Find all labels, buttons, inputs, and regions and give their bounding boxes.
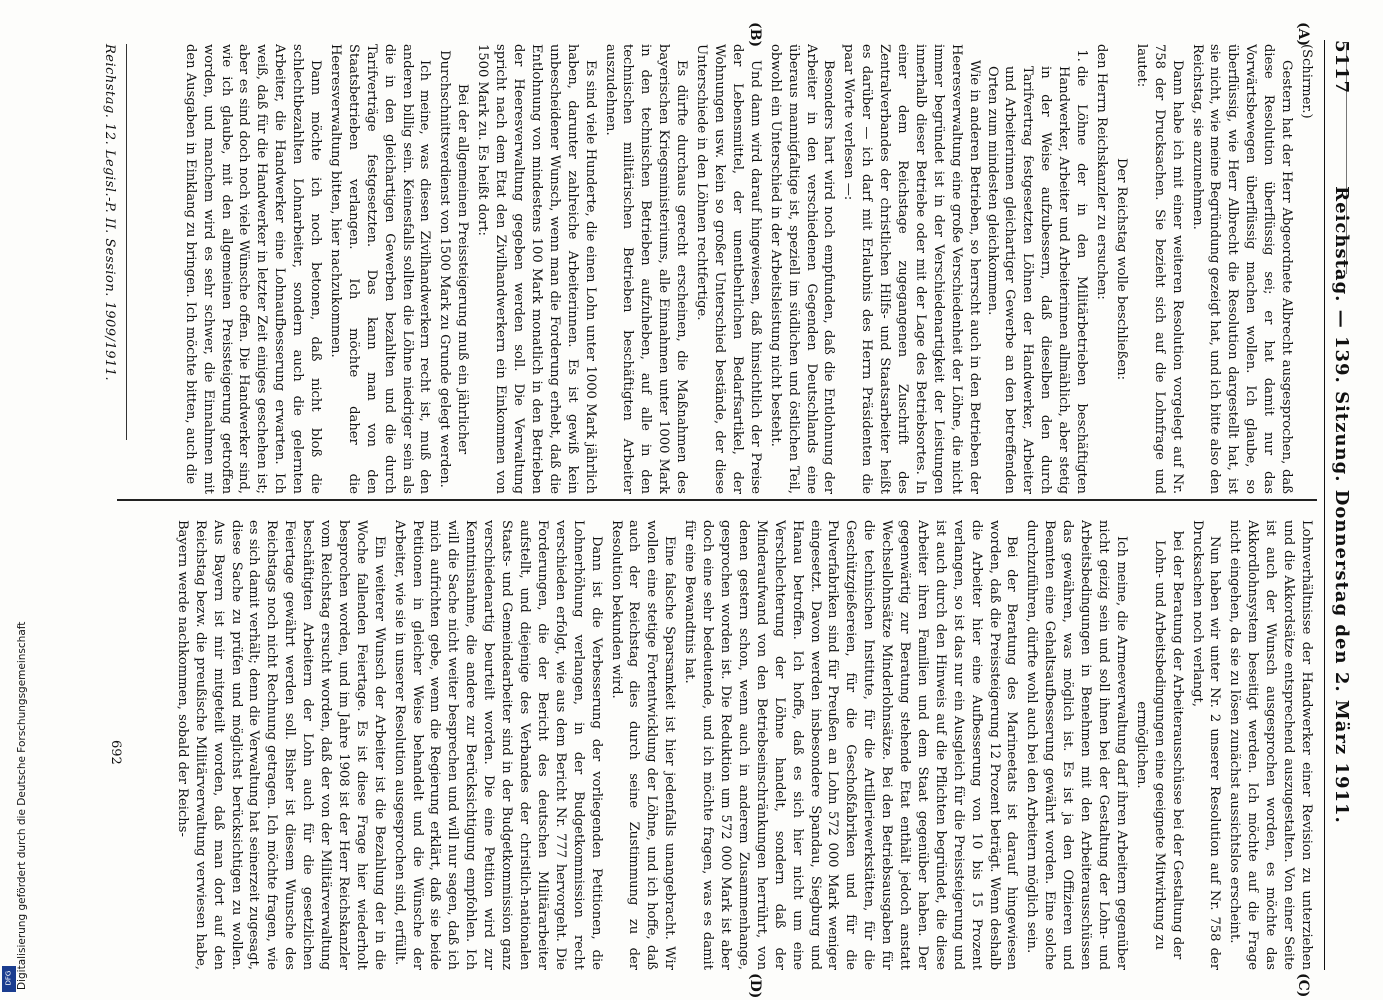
dfg-logo-icon: DFG <box>2 966 16 992</box>
paragraph: Wie in anderen Betrieben, so herrscht auch in den Betrieben der Heeresverwaltung eine große Verschiedenheit der Löhne, die nicht immer begründet ist in der Verschiedenartigkeit der Leistungen innerhalb dieser Betriebe oder mit der Lage des Betriebsortes. In einer dem Reichstage zugegangenen Zuschrift des Zentralverbandes der christlichen Hilfs- und Staatsarbeiter heißt es darüber — ich darf mit Erlaubnis des Herrn Präsidenten die paar Worte verlesen —: <box>841 44 982 494</box>
paragraph: Ein weiterer Wunsch der Arbeiter ist die Bezahlung der in die Woche fallenden Feiertage. Es ist diese Frage hier wiederholt besprochen worden, und im Jahre 1908 ist der Herr Reichskanzler vom Reichstag ersucht worden, daß der von der Militärverwaltung beschäftigten Arbeitern der Lohn auch für die gesetzlichen Feiertage gewährt werden soll. Bisher ist diesem Wunsche des Reichstags noch nicht Rechnung getragen. Ich möchte fragen, wie es sich damit verhält; denn die Verwaltung hat seinerzeit zugesagt, diese Sache zu prüfen und möglichst berücksichtigen zu wollen. Aus Bayern ist mir mitgeteilt worden, daß man dort auf den Reichstag bezw. die preußische Militärverwaltung verwiesen habe, Bayern werde nachkommen, sobald der Reichs- <box>174 520 387 970</box>
speaker-name: (Schirmer.) <box>1299 44 1314 119</box>
paragraph: Dann ist die Verbesserung der vorliegenden Petitionen, die Lohnerhöhung verlangen, in der Budgetkommission recht verschieden erfolgt, wie aus dem Bericht Nr. 777 hervorgeht. Die Forderungen, die der Bericht des deutschen Militärarbeiter aufstellt, und diejenige des Verbandes der christlich-nationalen Staats- und Gemeindearbeiter sind in der Budgetkommission ganz verschiedenartig beurteilt worden. Die eine Petition wird zur Kenntnisnahme, die andere zur Berücksichtigung empfohlen. Ich will die Sache nicht weiter besprechen und will nur sagen, daß ich mich aufrichten gebe, wenn die Regierung erklärt, daß sie beide Petitionen in gleicher Weise behandelt und die Wünsche der Arbeiter, wie sie in unserer Resolution ausgesprochen sind, erfüllt. <box>391 520 604 970</box>
quote-paragraph: Besonders hart wird noch empfunden, daß die Entlohnung der Arbeiter in den verschiedenen Gegenden Deutschlands eine überaus mannigfaltige ist, speziell im südlichen und östlichen Teil, obwohl ein Unterschied in der Arbeitsleistung nicht besteht. <box>767 44 837 494</box>
credit-text: Digitalisierung gefördert durch die Deutsche Forschungsgemeinschaft <box>16 621 28 990</box>
quote-paragraph: Es dürfte durchaus gerecht erscheinen, die Maßnahmen des bayerischen Kriegsministeriums, alle Einnahmen unter 1000 Mark in den technischen Betrieben aufzuheben, auf alle in den technischen militärischen Betrieben beschäftigten Arbeiter auszudehnen. <box>602 44 690 494</box>
paragraph: Lohnverhältnisse der Handwerker einer Revision zu unterziehen und die Akkordsätze entsprechend auszugestalten. Von einer Seite ist auch der Wunsch ausgesprochen worden, es möchte das Akkordlohnsystem beseitigt werden. Ich möchte auf die Frage nicht eingehen, da sie zu lösen zunächst aussichtslos erscheint. <box>1227 520 1314 970</box>
paragraph: Dann möchte ich noch betonen, daß nicht bloß die schlechtbezahlten Lohnarbeiter, sondern auch die gelernten Arbeiter, die Handwerker eine Lohnaufbesserung erwarten. Ich weiß, daß für die Handwerker in letzter Zeit einiges geschehen ist; aber es sind doch noch viele Wünsche offen. Die Handwerker sind, wie ich glaube, mit den allgemeinen Preissteigerung getroffen worden, und manchem wird es sehr schwer, die Einnahmen mit den Ausgaben in Einklang zu bringen. Ich möchte bitten, auch die <box>182 44 324 494</box>
marker-d: (D) <box>747 973 763 999</box>
paragraph: Eine falsche Sparsamkeit ist hier jedenfalls unangebracht. Wir wollen eine stetige Fortentwicklung der Löhne, und ich hoffe, daß auch der Reichstag dies durch seine Zustimmung zu der Resolution bekunden wird. <box>608 520 678 970</box>
page-footer <box>98 44 127 440</box>
paragraph: Dann habe ich mit einer weiteren Resolution vorgelegt auf Nr. 758 der Drucksachen. Sie bezieht sich auf die Lohnfrage und lautet: <box>1133 44 1185 494</box>
quote-paragraph: Bei der allgemeinen Preissteigerung muß ein jährlicher Durchschnittsverdienst von 1500 Mark zu Grunde gelegt werden. <box>437 50 471 488</box>
paragraph: Es sind viele Hunderte, die einen Lohn unter 1000 Mark jährlich haben, darunter zahlreiche Arbeiterinnen. Es ist gewiß kein unbescheidener Wunsch, wenn man die Forderung erhebt, daß die Entlohnung von mindestens 100 Mark monatlich in den Betrieben der Heeresverwaltung gegeben werden soll. Die Verwaltung spricht nach dem Etat den Zivilhandwerkern ein Einkommen von 1500 Mark zu. Es heißt dort: <box>475 44 598 494</box>
paragraph: Nun haben wir unter Nr. 2 unserer Resolution auf Nr. 758 der Drucksachen noch verlangt, <box>1189 520 1223 970</box>
footer-page-number: 692 <box>108 740 123 765</box>
list-item: 1. die Löhne der in den Militärbetrieben beschäftigten Handwerker, Arbeiter und Arbeiterinnen allmählich, aber stetig in der Weise aufzubessern, daß dieselben den durch Tarifvertrag festgesetzten Löhnen der Handwerker, Arbeiter und Arbeiterinnen gleichartiger Gewerbe an den betreffenden Orten zum mindesten gleichkommen. <box>983 66 1090 494</box>
marker-b: (B) <box>747 22 763 48</box>
page-number-header: 5117 <box>1331 40 1352 95</box>
right-column <box>115 520 1315 970</box>
header-title: Reichstag. — 139. Sitzung. Donnerstag den 2. März 1911. <box>1331 186 1352 824</box>
marker-c: (C) <box>1295 973 1311 998</box>
paragraph: Ich meine, die Armeeverwaltung darf ihren Arbeitern gegenüber nicht geizig sein und soll ihnen bei der Gestaltung der Lohn- und Arbeitsbedingungen in Benehmen mit den Arbeiterausschüssen das gewähren, was möglich ist. Es ist ja den Offizieren und Beamten eine Gehaltsaufbesserung gewährt worden. Eine solche durchzuführen, dürfte wohl auch bei den Arbeitern möglich sein. <box>1024 520 1129 970</box>
column-divider <box>117 499 1317 501</box>
paragraph: Und dann wird darauf hingewiesen, daß hinsichtlich der Preise der Lebensmittel, der unentbehrlichen Bedarfsartikel, der Wohnungen usw. kein so großer Unterschied bestände, der diese Unterschiede in den Löhnen rechtfertige. <box>694 44 763 494</box>
left-column <box>115 44 1315 494</box>
paragraph: Bei der Beratung des Marineetats ist darauf hingewiesen worden, daß die Preissteigerung 12 Prozent beträgt. Wenn deshalb die Arbeiter hier eine Aufbesserung von 10 bis 15 Prozent verlangen, so ist das nur ein Ausgleich für die Preissteigerung und ist auch durch den Hinweis auf die Pflichten begründet, die diese Arbeiter ihren Familien und dem Staat gegenüber haben. Der gegenwärtig zur Beratung stehende Etat enthält jedoch anstatt Wechsellohnsätze Minderlohnsätze. Bei den Betriebsausgaben für die technischen Institute, für die Artilleriewerkstätten, für die Geschützgießereien, für die Geschoßfabriken und für die Pulverfabriken sind für Preußen an Lohn 572 000 Mark weniger eingesetzt. Davon werden insbesondere Spandau, Siegburg und Hanau betroffen. Ich hoffe, daß es sich hier nicht um eine Verschlechterung der Löhne handelt, sondern daß der Minderaufwand von den Betriebseinschränkungen herrührt, von denen gestern schon, wenn auch in anderem Zusammenhange, gesprochen worden ist. Die Reduktion um 572 000 Mark ist aber doch eine sehr bedeutende, und ich möchte fragen, was es damit für eine Bewandtnis hat. <box>682 520 1020 970</box>
paragraph: Ich meine, was diesen Zivilhandwerkern recht ist, muß den anderen billig sein. Keinesfalls sollten die Löhne niedriger sein als die in den gleichartigen Gewerben bezahlten und die durch Tarifverträge festgesetzten. Das kann man von den Staatsbetrieben verlangen. Ich möchte daher die Heeresverwaltung bitten, hier nachzukommen. <box>327 44 433 494</box>
quote-paragraph: bei der Beratung der Arbeiterausschüsse bei der Gestaltung der Lohn- und Arbeitsbedingungen eine geeignete Mitwirkung zu ermöglichen. <box>1133 530 1185 960</box>
marker-a: (A) <box>1295 22 1311 47</box>
resolution-list <box>983 44 1090 494</box>
paragraph: den Herrn Reichskanzler zu ersuchen: <box>1094 44 1110 300</box>
paragraph: Gestern hat der Herr Abgeordnete Albrecht ausgesprochen, daß diese Resolution überflüssig sei; er hat damit nur das Vorwärtsbewegen überflüssig machen wollen. Ich glaube, so überflüssig, wie Herr Albrecht die Resolution dargestellt hat, ist sie nicht, wie meine Begründung gezeigt hat, und ich bitte also den Reichstag, sie anzunehmen. <box>1189 44 1295 494</box>
resolution-heading: Der Reichstag wolle beschließen: <box>1113 157 1129 381</box>
page-header <box>1324 40 1365 970</box>
footer-source: Reichstag. 12. Legisl.-P. II. Session. 1909/1911. <box>102 44 117 382</box>
